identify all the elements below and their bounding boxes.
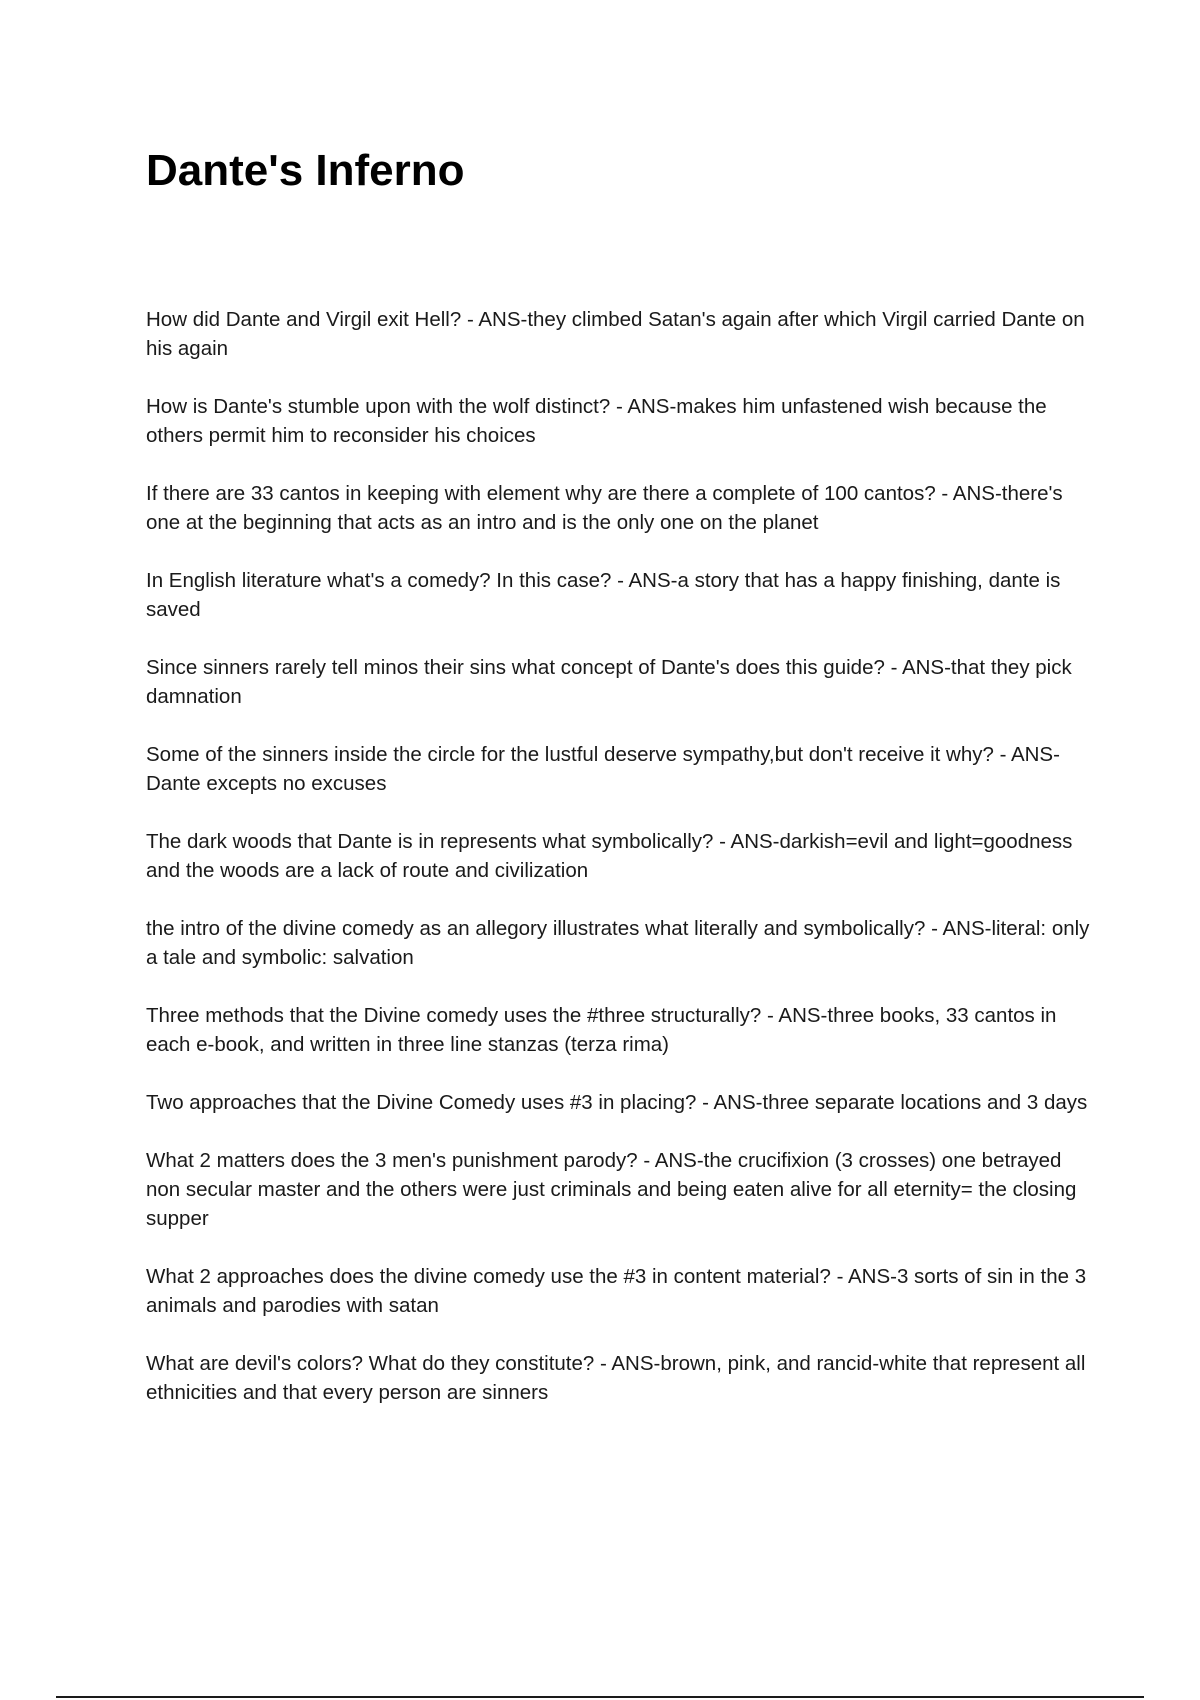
- qa-item: Some of the sinners inside the circle for the lustful deserve sympathy,but don't receive it why? - ANS-Dante excepts no excuses: [146, 743, 1060, 795]
- qa-item: Three methods that the Divine comedy uses the #three structurally? - ANS-three books, 33 cantos in each e-book, and written in three line stanzas (terza rima): [146, 1004, 1057, 1056]
- qa-item: Two approaches that the Divine Comedy uses #3 in placing? - ANS-three separate locations and 3 days: [146, 1091, 1088, 1114]
- qa-item: What 2 matters does the 3 men's punishment parody? - ANS-the crucifixion (3 crosses) one betrayed non secular master and the others were just criminals and being eaten alive for all eternity= the closing supper: [146, 1149, 1077, 1230]
- qa-item: What 2 approaches does the divine comedy use the #3 in content material? - ANS-3 sorts of sin in the 3 animals and parodies with satan: [146, 1265, 1087, 1317]
- qa-item: How is Dante's stumble upon with the wolf distinct? - ANS-makes him unfastened wish because the others permit him to reconsider his choices: [146, 395, 1047, 447]
- qa-item: How did Dante and Virgil exit Hell? - ANS-they climbed Satan's again after which Virgil carried Dante on his again: [146, 308, 1085, 360]
- page-bottom-divider: [56, 1696, 1144, 1698]
- qa-list: [146, 305, 1096, 1436]
- qa-item: If there are 33 cantos in keeping with element why are there a complete of 100 cantos? - ANS-there's one at the beginning that acts as an intro and is the only one on the planet: [146, 482, 1063, 534]
- qa-item: What are devil's colors? What do they constitute? - ANS-brown, pink, and rancid-white that represent all ethnicities and that every person are sinners: [146, 1352, 1086, 1404]
- qa-item: The dark woods that Dante is in represents what symbolically? - ANS-darkish=evil and light=goodness and the woods are a lack of route and civilization: [146, 830, 1073, 882]
- qa-item: Since sinners rarely tell minos their sins what concept of Dante's does this guide? - ANS-that they pick damnation: [146, 656, 1072, 708]
- qa-item: In English literature what's a comedy? In this case? - ANS-a story that has a happy finishing, dante is saved: [146, 569, 1061, 621]
- page-title: Dante's Inferno: [146, 146, 465, 195]
- qa-item: the intro of the divine comedy as an allegory illustrates what literally and symbolically? - ANS-literal: only a tale and symbolic: salvation: [146, 917, 1090, 969]
